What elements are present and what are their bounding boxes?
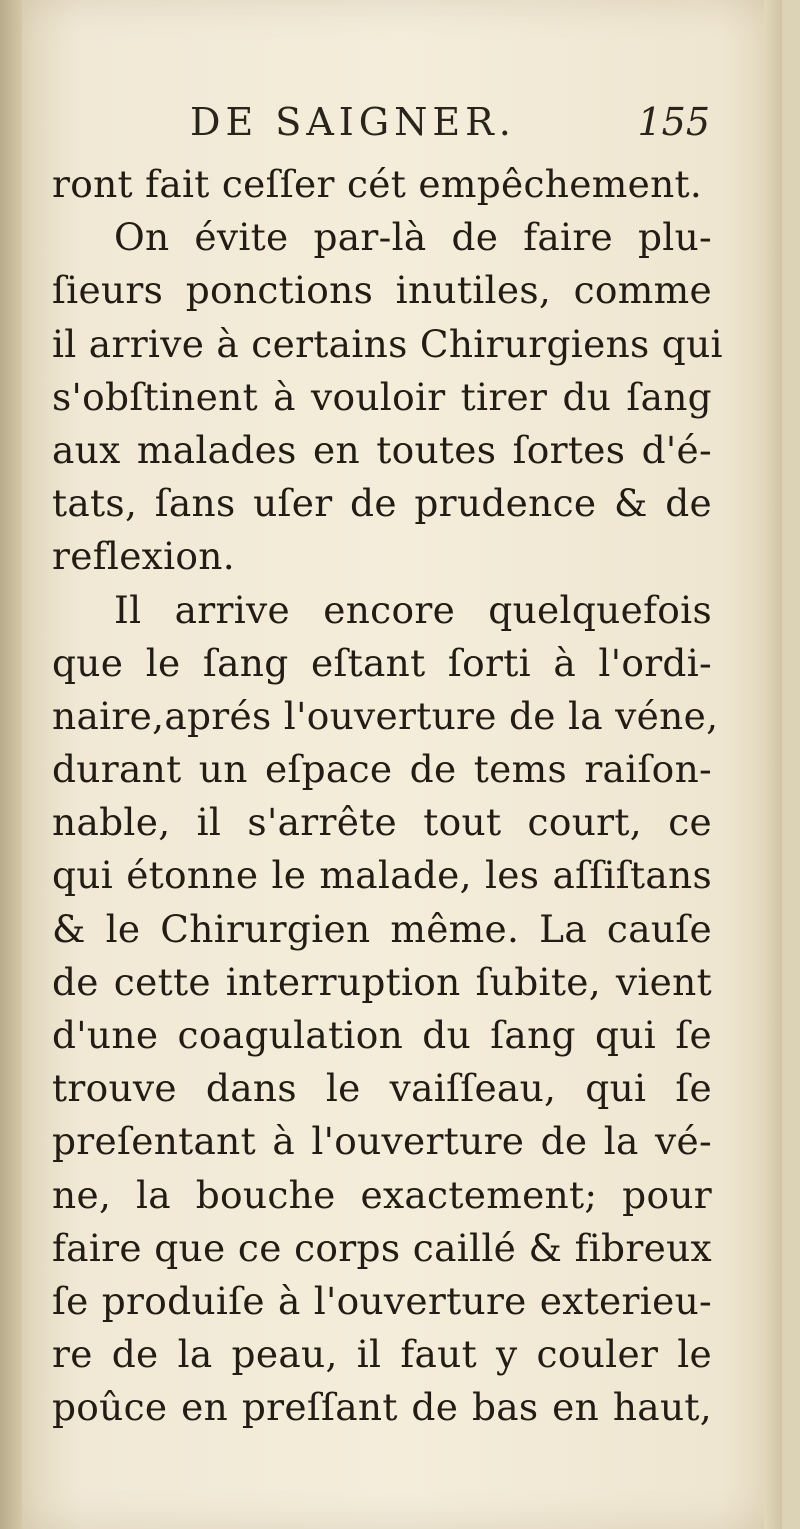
text-line: ſieurs ponctions inutiles, comme bbox=[52, 268, 712, 313]
text-line: ront fait ceſſer cét empêchement. bbox=[52, 162, 703, 206]
body-text bbox=[52, 158, 723, 1435]
text-line: re de la peau, il faut y couler le bbox=[52, 1332, 712, 1377]
text-line: trouve dans le vaiſſeau, qui ſe bbox=[52, 1066, 712, 1111]
text-line: Il arrive encore quelquefois bbox=[114, 587, 712, 632]
text-line: On évite par-là de faire plu- bbox=[114, 215, 712, 260]
text-line: durant un eſpace de tems raiſon- bbox=[52, 747, 712, 792]
text-line: ſe produiſe à l'ouverture exterieu- bbox=[52, 1278, 712, 1323]
text-line: que le ſang eſtant ſorti à l'ordi- bbox=[52, 640, 712, 685]
text-line: faire que ce corps caillé & fibreux bbox=[52, 1225, 712, 1270]
book-spine-shadow bbox=[0, 0, 22, 1529]
text-line: de cette interruption ſubite, vient bbox=[52, 959, 712, 1004]
text-line: poûce en preſſant de bas en haut, bbox=[52, 1385, 712, 1430]
text-line: ne, la bouche exactement; pour bbox=[52, 1172, 712, 1217]
text-line: naire,aprés l'ouverture de la véne, bbox=[52, 693, 719, 738]
page-edge bbox=[764, 0, 782, 1529]
text-line: s'obſtinent à vouloir tirer du ſang bbox=[52, 374, 712, 419]
text-line: d'une coagulation du ſang qui ſe bbox=[52, 1013, 712, 1057]
text-line: reflexion. bbox=[52, 534, 235, 579]
text-line: aux malades en toutes ſortes d'é- bbox=[52, 427, 712, 472]
text-line: qui étonne le malade, les aſſiſtans bbox=[52, 853, 712, 898]
text-line: tats, ſans uſer de prudence & de bbox=[52, 481, 712, 526]
text-line: & le Chirurgien même. La cauſe bbox=[52, 906, 712, 951]
running-head: DE SAIGNER. bbox=[190, 100, 516, 144]
text-line: il arrive à certains Chirurgiens qui bbox=[52, 321, 723, 366]
text-line: nable, il s'arrête tout court, ce bbox=[52, 800, 712, 845]
text-line: preſentant à l'ouverture de la vé- bbox=[52, 1119, 712, 1164]
page-header bbox=[190, 100, 710, 160]
page-number: 155 bbox=[637, 100, 710, 144]
